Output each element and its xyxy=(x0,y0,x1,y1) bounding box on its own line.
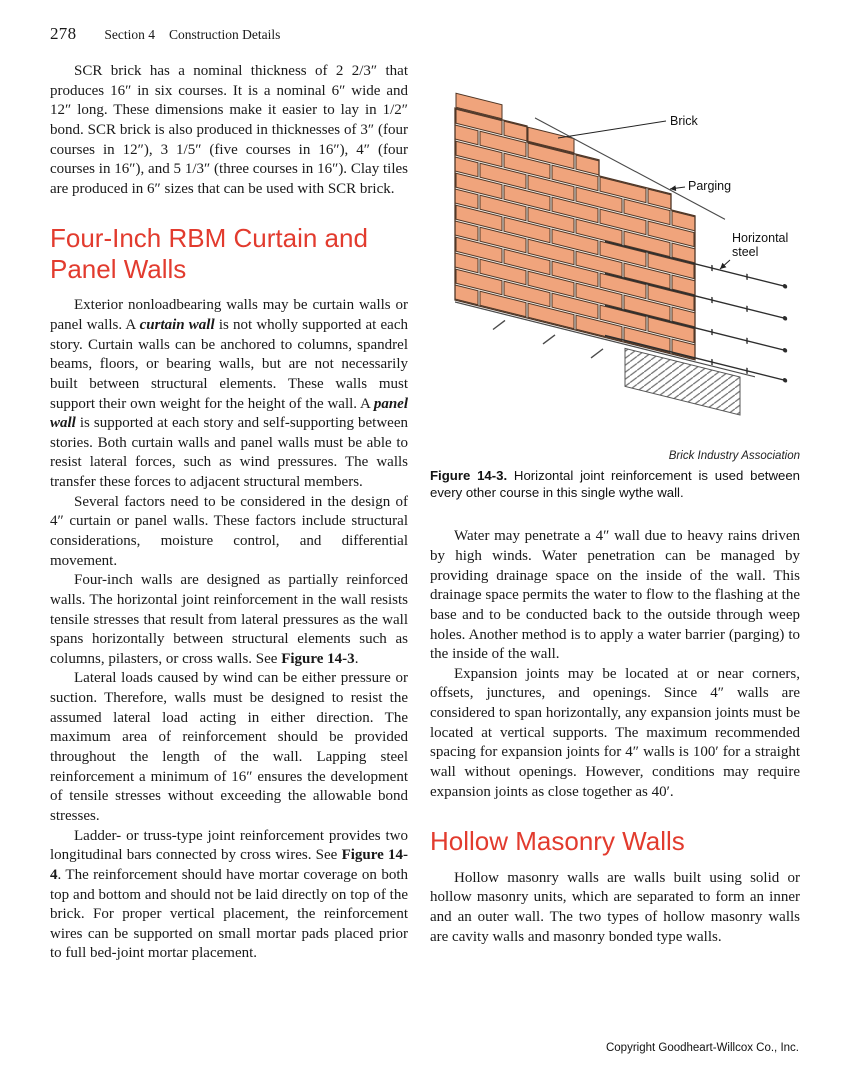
footer-copyright: Copyright Goodheart-Willcox Co., Inc. xyxy=(605,1042,799,1054)
figure-label-horizontal-steel-line2: steel xyxy=(732,245,759,259)
parging-arrow xyxy=(670,187,685,189)
figure-caption: Figure 14-3. Horizontal joint reinforcement is used between every other course in this single wythe wall. xyxy=(430,468,800,501)
figure-credit: Brick Industry Association xyxy=(668,450,800,462)
brick-wall-illustration xyxy=(430,58,800,443)
paragraph-expansion-joints: Expansion joints may be located at or near corners, offsets, junctures, and openings. Since 4″ walls are considered to span horizontally, any expansion joints must be located at vertical supports. The maximum recommended spacing for expansion joints for 4″ walls is 100′ for a straight wall without openings. However, conditions may require expansion joints as close together as 40′. xyxy=(430,665,800,800)
left-column xyxy=(50,62,408,964)
wall-group xyxy=(455,93,787,427)
section-title: Construction Details xyxy=(169,27,281,42)
section-label: Section 4 xyxy=(104,27,156,42)
paragraph-hollow-masonry: Hollow masonry walls are walls built using solid or hollow masonry units, which are separated to form an inner and an outer wall. The two types of hollow masonry walls are cavity walls and masonry bonded type walls. xyxy=(430,869,800,945)
brick-wall-face xyxy=(455,108,695,360)
paragraph-several-factors: Several factors need to be considered in the design of 4″ curtain or panel walls. These factors include structural considerations, moisture control, and differential movement. xyxy=(50,493,408,569)
figure-label-horizontal-steel-line1: Horizontal xyxy=(732,231,789,245)
figure-label-parging: Parging xyxy=(688,179,732,193)
page-number: 278 xyxy=(50,24,77,43)
paragraph-water-penetration: Water may penetrate a 4″ wall due to heavy rains driven by high winds. Water penetration can be managed by providing drainage space on the inside of the wall. This drainage space permits the water to flow to the flashing at the base and to be conducted back to the outside through weep holes. Another method is to apply a water barrier (parging) to the inside of the wall. xyxy=(430,528,800,663)
paragraph-exterior-walls: Exterior nonloadbearing walls may be curtain walls or panel walls. A curtain wall is not wholly supported at each story. Curtain walls can be anchored to columns, spandrel beams, floors, or bearing walls, but are not necessarily built between structural elements. These walls must support their own weight for the height of the wall. A panel wall is supported at each story and self-supporting between stories. Both curtain walls and panel walls must be able to resist lateral forces, such as wind pressures. The walls transfer these forces to adjacent structural members. xyxy=(50,297,408,491)
paragraph-scr-brick: SCR brick has a nominal thickness of 2 2/3″ that produces 16″ in six courses. It is a nominal 6″ wide and 12″ long. These dimensions make it easier to lay in 1/2″ bond. SCR brick is also produced in thicknesses of 3″ (four courses in 12″), 3 1/5″ (five courses in 16″), 4″ (four courses in 16″), and 5 1/3″ (three courses in 16″). Clay tiles are produced in 6″ sizes that can be used with SCR brick. xyxy=(50,63,408,197)
page-header xyxy=(50,24,799,44)
heading-four-inch-rbm: Four-Inch RBM Curtain and Panel Walls xyxy=(50,223,368,284)
figure-14-3 xyxy=(430,58,800,501)
paragraph-four-inch-walls: Four-inch walls are designed as partially reinforced walls. The horizontal joint reinforcement in the wall resists tensile stresses that result from lateral pressures as the wall spans horizontally between structural elements such as columns, pilasters, or cross walls. See Figure 14-3. xyxy=(50,572,408,667)
figure-label-brick: Brick xyxy=(670,114,698,128)
paragraph-ladder-truss: Ladder- or truss-type joint reinforcement provides two longitudinal bars connected by cross wires. See Figure 14-4. The reinforcement should have mortar coverage on both top and bottom and should not be laid directly on top of the brick. For proper vertical placement, the reinforcement wires can be supported on small mortar pads placed prior to full bed-joint mortar placement. xyxy=(50,827,408,962)
heading-hollow-masonry: Hollow Masonry Walls xyxy=(430,826,685,857)
brick-leader-line xyxy=(558,121,666,138)
paragraph-lateral-loads: Lateral loads caused by wind can be either pressure or suction. Therefore, walls must be designed to resist the assumed lateral load acting in either direction. The maximum area of reinforcement should be provided throughout the length of the wall. Lapping steel reinforcement a minimum of 16″ ensures the development of tensile stresses without exceeding the allowable bond stresses. xyxy=(50,670,408,824)
horizontal-steel-arrow xyxy=(720,260,730,269)
right-column xyxy=(430,58,800,947)
